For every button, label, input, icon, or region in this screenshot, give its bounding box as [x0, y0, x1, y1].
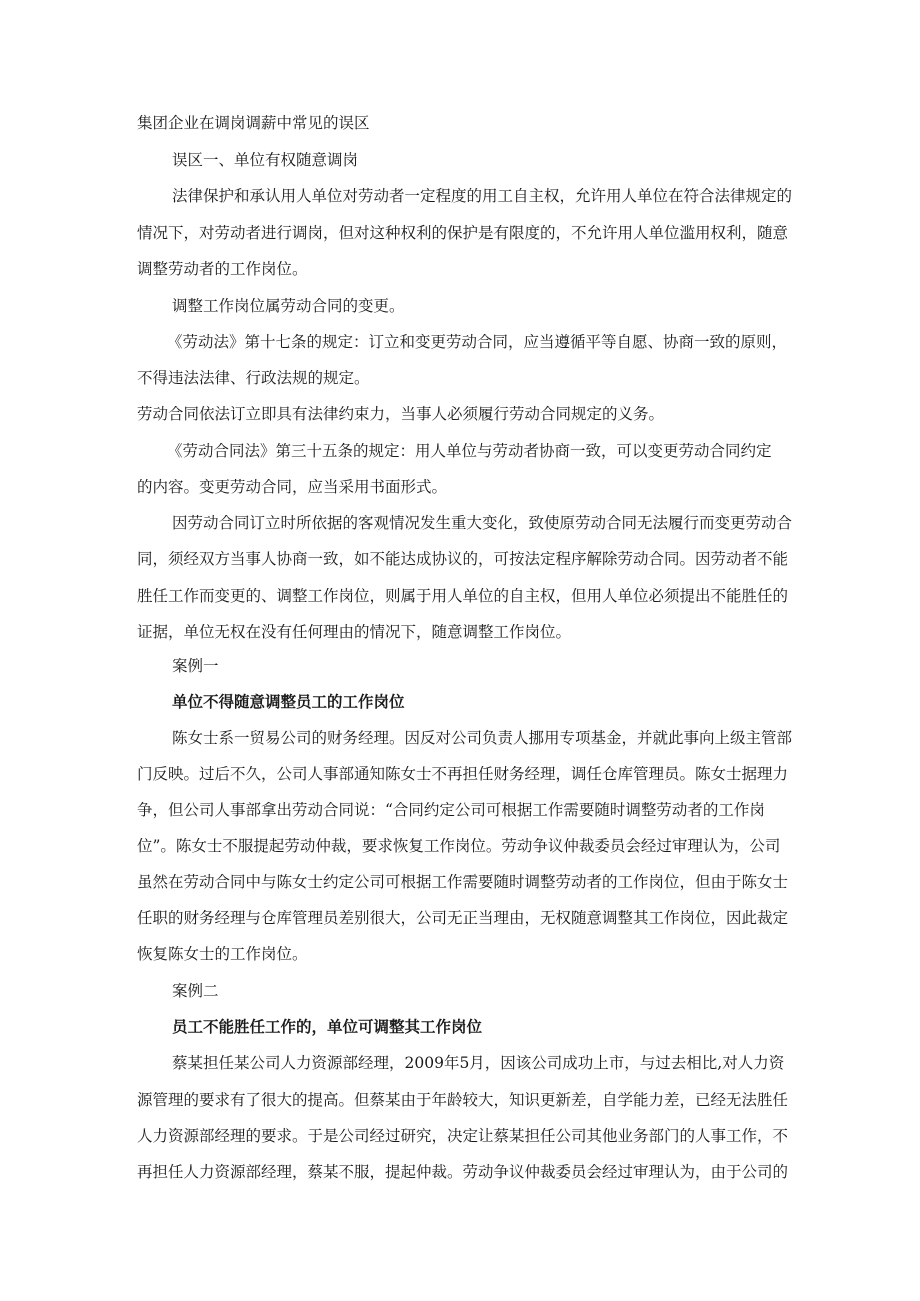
document-title: 集团企业在调岗调薪中常见的误区: [137, 114, 370, 132]
paragraph-line: 源管理的要求有了很大的提高。但蔡某由于年龄较大，知识更新差，自学能力差，已经无法胜任: [137, 1091, 789, 1109]
paragraph-line: 恢复陈女士的工作岗位。: [137, 945, 308, 963]
paragraph-line: 情况下，对劳动者进行调岗，但对这种权利的保护是有限度的，不允许用人单位滥用权利，随意: [137, 224, 789, 242]
paragraph-line: 任职的财务经理与仓库管理员差别很大，公司无正当理由，无权随意调整其工作岗位，因此裁定: [137, 909, 789, 927]
paragraph-line: 位”。陈女士不服提起劳动仲裁，要求恢复工作岗位。劳动争议仲裁委员会经过审理认为，公司: [137, 837, 781, 855]
paragraph-line: 《劳动法》第十七条的规定：订立和变更劳动合同，应当遵循平等自愿、协商一致的原则，: [167, 333, 788, 351]
paragraph-line: 同，须经双方当事人协商一致，如不能达成协议的，可按法定程序解除劳动合同。因劳动者不能: [137, 550, 789, 568]
paragraph-line: 因劳动合同订立时所依据的客观情况发生重大变化，致使原劳动合同无法履行而变更劳动合: [172, 514, 793, 532]
section-heading: 误区一、单位有权随意调岗: [172, 151, 359, 169]
case-label: 案例一: [172, 657, 219, 675]
case-title: 员工不能胜任工作的，单位可调整其工作岗位: [172, 1018, 483, 1036]
paragraph-line: 门反映。过后不久，公司人事部通知陈女士不再担任财务经理，调任仓库管理员。陈女士据理力: [137, 765, 789, 783]
paragraph-line: 陈女士系一贸易公司的财务经理。因反对公司负责人挪用专项基金，并就此事向上级主管部: [172, 729, 793, 747]
paragraph-line: 调整工作岗位属劳动合同的变更。: [172, 297, 405, 315]
paragraph-line: 人力资源部经理的要求。于是公司经过研究，决定让蔡某担任公司其他业务部门的人事工作，不: [137, 1127, 789, 1145]
paragraph-line: 证据，单位无权在没有任何理由的情况下，随意调整工作岗位。: [137, 623, 572, 641]
paragraph-line: 蔡某担任某公司人力资源部经理，2009年5月，因该公司成功上市，与过去相比,对人力资: [172, 1054, 785, 1072]
paragraph-line: 《劳动合同法》第三十五条的规定：用人单位与劳动者协商一致，可以变更劳动合同约定: [167, 442, 772, 460]
paragraph-line: 虽然在劳动合同中与陈女士约定公司可根据工作需要随时调整劳动者的工作岗位，但由于陈女士: [137, 873, 789, 891]
paragraph-line: 不得违法法律、行政法规的规定。: [137, 369, 370, 387]
paragraph-line: 调整劳动者的工作岗位。: [137, 260, 308, 278]
case-label: 案例二: [172, 982, 219, 1000]
case-title: 单位不得随意调整员工的工作岗位: [172, 693, 405, 711]
paragraph-line: 胜任工作而变更的、调整工作岗位，则属于用人单位的自主权，但用人单位必须提出不能胜任的: [137, 587, 789, 605]
paragraph-line: 再担任人力资源部经理，蔡某不服，提起仲裁。劳动争议仲裁委员会经过审理认为，由于公司的: [137, 1163, 789, 1181]
paragraph-line: 劳动合同依法订立即具有法律约束力，当事人必须履行劳动合同规定的义务。: [137, 405, 665, 423]
paragraph-line: 法律保护和承认用人单位对劳动者一定程度的用工自主权，允许用人单位在符合法律规定的: [172, 187, 793, 205]
paragraph-line: 的内容。变更劳动合同，应当采用书面形式。: [137, 478, 448, 496]
paragraph-line: 争，但公司人事部拿出劳动合同说：“合同约定公司可根据工作需要随时调整劳动者的工作岗: [137, 801, 765, 819]
